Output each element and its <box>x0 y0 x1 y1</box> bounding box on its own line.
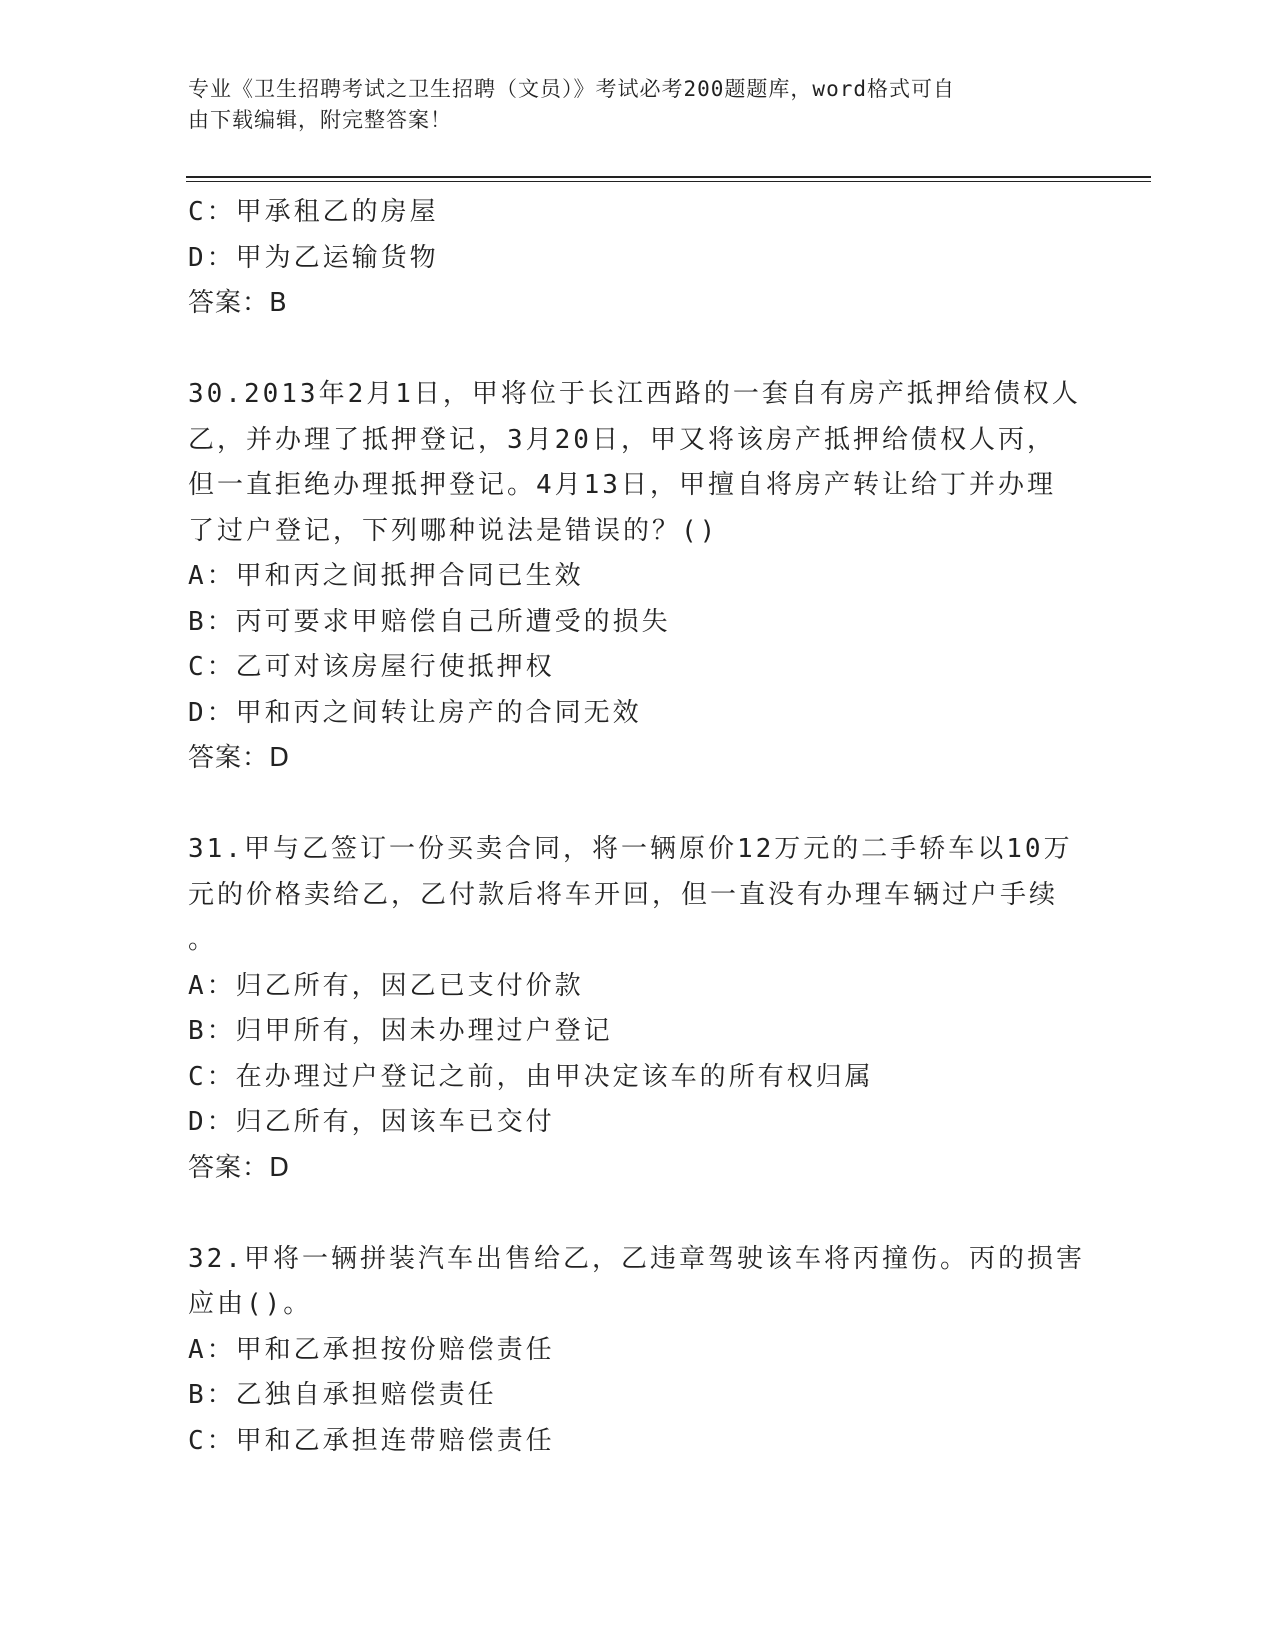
question-29-tail <box>188 190 1088 327</box>
question-text-line: 应由()。 <box>188 1289 313 1319</box>
question-text-line: 了过户登记，下列哪种说法是错误的？() <box>188 515 719 546</box>
spacer <box>188 1191 1088 1237</box>
question-text-line: 元的价格卖给乙，乙付款后将车开回，但一直没有办理车辆过户手续 <box>188 879 1059 910</box>
answer-line: 答案：B <box>188 288 288 318</box>
option-c: C：甲承租乙的房屋 <box>188 197 439 227</box>
spacer <box>188 327 1088 373</box>
question-30 <box>188 372 1088 782</box>
document-body <box>188 190 1088 1464</box>
option-a: A：甲和乙承担按份赔偿责任 <box>188 1334 555 1365</box>
option-d: D：甲为乙运输货物 <box>188 242 439 273</box>
option-c: C：在办理过户登记之前，由甲决定该车的所有权归属 <box>188 1061 874 1092</box>
header-line-1: 专业《卫生招聘考试之卫生招聘（文员）》考试必考200题题库，word格式可自 <box>188 77 955 101</box>
option-d: D：归乙所有，因该车已交付 <box>188 1107 555 1137</box>
question-32 <box>188 1237 1088 1465</box>
answer-line: 答案：D <box>188 1152 291 1183</box>
question-text-line: 30.2013年2月1日，甲将位于长江西路的一套自有房产抵押给债权人 <box>188 379 1081 409</box>
question-text-line: 。 <box>188 925 218 955</box>
header-divider-thick <box>186 176 1151 178</box>
option-b: B：归甲所有，因未办理过户登记 <box>188 1016 613 1046</box>
option-b: B：乙独自承担赔偿责任 <box>188 1380 497 1410</box>
question-31 <box>188 827 1088 1191</box>
question-text-line: 32.甲将一辆拼装汽车出售给乙，乙违章驾驶该车将丙撞伤。丙的损害 <box>188 1243 1085 1274</box>
question-text-line: 31.甲与乙签订一份买卖合同，将一辆原价12万元的二手轿车以10万 <box>188 834 1073 864</box>
option-c: C：乙可对该房屋行使抵押权 <box>188 652 555 682</box>
option-a: A：甲和丙之间抵押合同已生效 <box>188 561 584 591</box>
header-line-2: 由下载编辑，附完整答案！ <box>188 108 452 132</box>
question-text-line: 乙，并办理了抵押登记，3月20日，甲又将该房产抵押给债权人丙， <box>188 424 1056 455</box>
spacer <box>188 782 1088 828</box>
header-divider-thin <box>186 181 1151 182</box>
document-header <box>188 74 1068 136</box>
option-b: B：丙可要求甲赔偿自己所遭受的损失 <box>188 606 671 637</box>
question-text-line: 但一直拒绝办理抵押登记。4月13日，甲擅自将房产转让给丁并办理 <box>188 470 1056 500</box>
option-c: C：甲和乙承担连带赔偿责任 <box>188 1425 555 1456</box>
answer-line: 答案：D <box>188 743 291 773</box>
option-a: A：归乙所有，因乙已支付价款 <box>188 970 584 1001</box>
option-d: D：甲和丙之间转让房产的合同无效 <box>188 697 642 728</box>
